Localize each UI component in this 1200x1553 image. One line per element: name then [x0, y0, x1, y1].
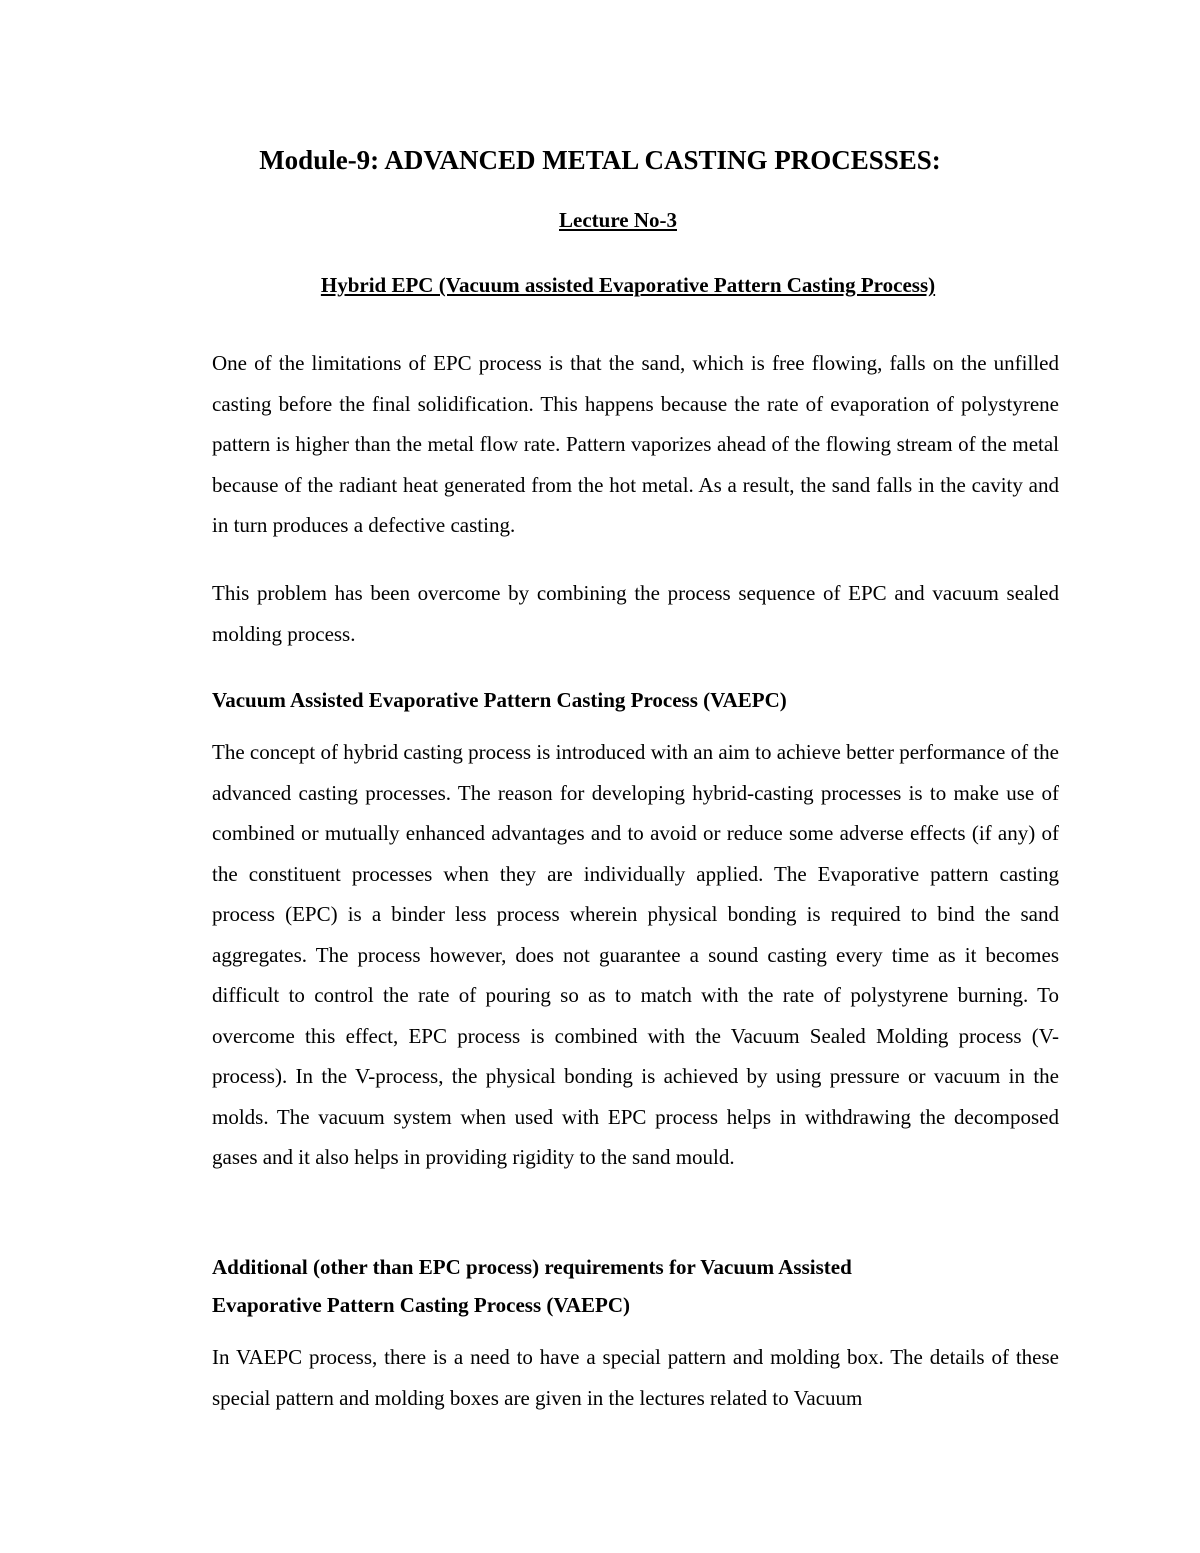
heading-vaepc: Vacuum Assisted Evaporative Pattern Casting Process (VAEPC) — [212, 688, 787, 712]
paragraph-problem-overcome: This problem has been overcome by combining the process sequence of EPC and vacuum sealed molding process. — [212, 581, 1059, 646]
heading-line-2: Evaporative Pattern Casting Process (VAEPC) — [212, 1293, 631, 1317]
heading-additional-requirements — [212, 1248, 1059, 1324]
section-title: Hybrid EPC (Vacuum assisted Evaporative Pattern Casting Process) — [320, 273, 936, 297]
paragraph-vaepc-requirements: In VAEPC process, there is a need to have a special pattern and molding box. The details of these special pattern and molding boxes are given in the lectures related to Vacuum — [212, 1345, 1059, 1410]
lecture-number: Lecture No-3 — [559, 208, 677, 232]
paragraph-limitations: One of the limitations of EPC process is that the sand, which is free flowing, falls on the unfilled casting before the final solidification. This happens because the rate of evaporation of polystyrene pattern is higher than the metal flow rate. Pattern vaporizes ahead of the flowing stream of the metal because of the radiant heat generated from the hot metal. As a result, the sand falls in the cavity and in turn produces a defective casting. — [212, 351, 1059, 537]
page-title: Module-9: ADVANCED METAL CASTING PROCESSES: — [259, 145, 941, 175]
paragraph-hybrid-concept: The concept of hybrid casting process is introduced with an aim to achieve better performance of the advanced casting processes. The reason for developing hybrid-casting processes is to make use of combined or mutually enhanced advantages and to avoid or reduce some adverse effects (if any) of the constituent processes when they are individually applied. The Evaporative pattern casting process (EPC) is a binder less process wherein physical bonding is required to bind the sand aggregates. The process however, does not guarantee a sound casting every time as it becomes difficult to control the rate of pouring so as to match with the rate of polystyrene burning. To overcome this effect, EPC process is combined with the Vacuum Sealed Molding process (V-process). In the V-process, the physical bonding is achieved by using pressure or vacuum in the molds. The vacuum system when used with EPC process helps in withdrawing the decomposed gases and it also helps in providing rigidity to the sand mould. — [212, 740, 1059, 1169]
heading-line-1: Additional (other than EPC process) requirements for Vacuum Assisted — [212, 1255, 852, 1279]
